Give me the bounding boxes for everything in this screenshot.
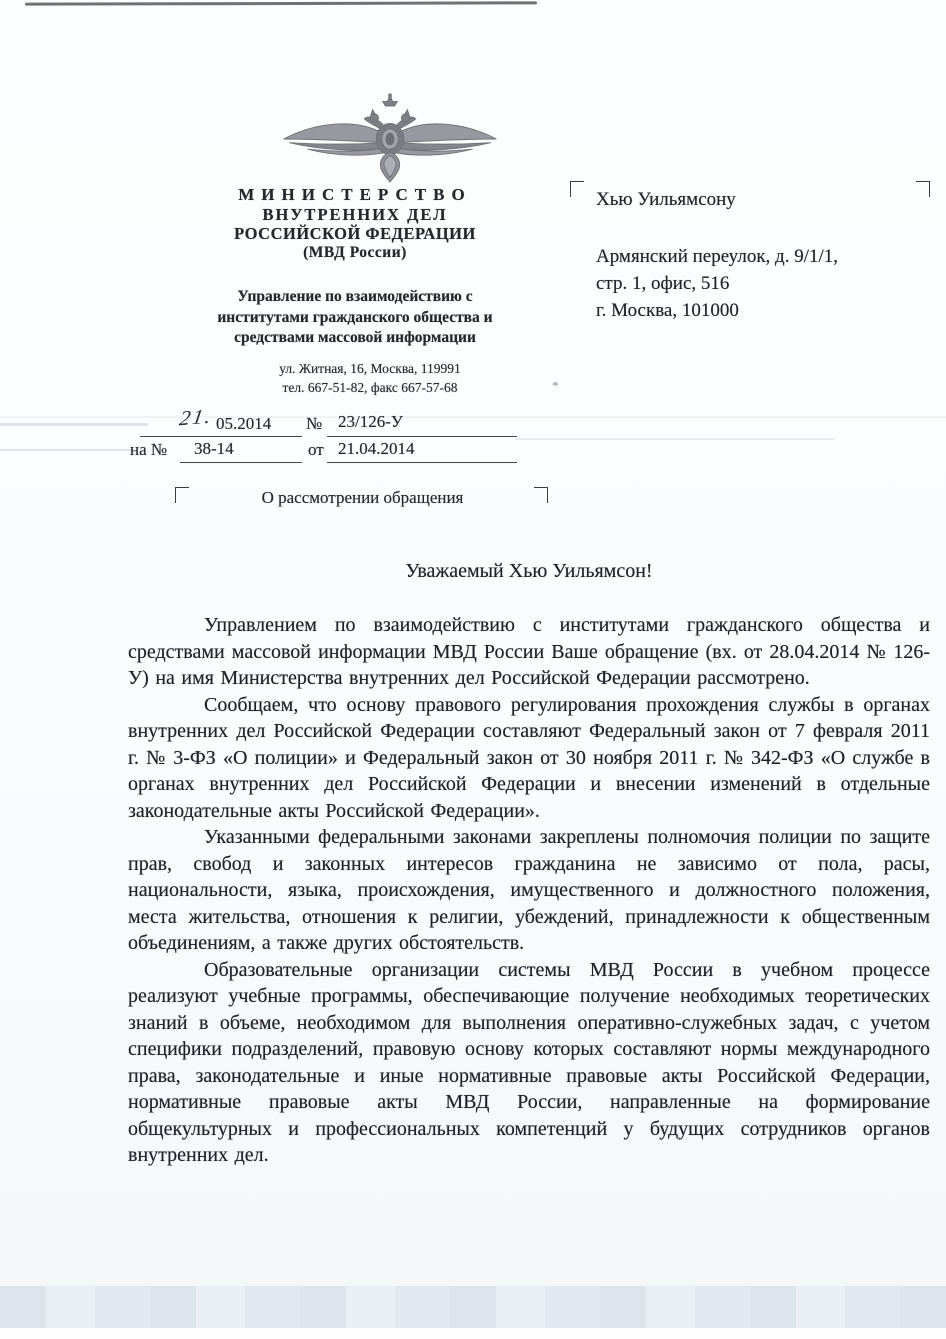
reply-to-number: 38-14 — [194, 439, 234, 458]
body-paragraph: Управлением по взаимодействию с институтами гражданского общества и средствами массовой информации МВД России Ваше обращение (вх. от 28.04.2014 № 126-У) на имя Министерства внутренних дел Российской Федерации рассмотрено. — [128, 614, 930, 689]
division-name-block — [140, 287, 570, 349]
recipient-address-line: Армянский переулок, д. 9/1/1, — [596, 246, 839, 267]
scan-streak-artifact — [0, 449, 132, 451]
scan-bottom-band-artifact — [0, 1286, 946, 1328]
division-line: средствами массовой информации — [234, 329, 476, 346]
scan-bottom-edge — [0, 1328, 946, 1339]
division-line: институтами гражданского общества и — [217, 308, 493, 326]
outgoing-number-value: 23/126-У — [338, 412, 403, 431]
scan-streak-artifact — [515, 438, 835, 440]
recipient-name: Хью Уильямсону — [596, 189, 736, 210]
body-paragraph: Образовательные организации системы МВД России в учебном процессе реализуют учебные программы, обеспечивающие получение необходимых теоретических знаний в объеме, необходимом для выполнения оперативно-служебных задач, с учетом специфики подразделений, правовую основу которых составляют нормы международного права, законодательные и иные нормативные правовые акты Российской Федерации, нормативные правовые акты МВД России, направленные на формирование общекультурных и профессиональных компетенций у будущих сотрудников органов внутренних дел. — [128, 958, 930, 1166]
recipient-address-line: стр. 1, офис, 516 — [596, 273, 730, 294]
scan-streak-artifact — [0, 423, 148, 426]
ministry-short-name: (МВД России) — [303, 244, 407, 261]
org-street-address: ул. Житная, 16, Москва, 119991 — [279, 361, 461, 376]
body-paragraph: Сообщаем, что основу правового регулирования прохождения службы в органах внутренних дел Российской Федерации составляют Федеральный закон от 7 февраля 2011 г. № 3-ФЗ «О полиции» и Федеральный закон от 30 ноября 2011 г. № 342-ФЗ «О службе в органах внутренних дел Российской Федерации и внесении изменений в отдельные законодательные акты Российской Федерации». — [128, 693, 930, 822]
division-line: Управление по взаимодействию с — [237, 288, 473, 305]
reply-date-value: 21.04.2014 — [338, 439, 415, 458]
subject-line: О рассмотрении обращения — [261, 488, 464, 507]
ministry-line: РОССИЙСКОЙ ФЕДЕРАЦИИ — [234, 224, 476, 243]
reply-date-label: от — [308, 440, 324, 459]
body-paragraph: Указанными федеральными законами закреплены полномочия полиции по защите прав, свобод и законных интересов гражданина не зависимо от пола, расы, национальности, языка, происхождения, имущественного и должностного положения, места жительства, отношения к религии, убеждений, принадлежности к общественным объединениям, а также других обстоятельств. — [128, 826, 930, 954]
outgoing-date-day-handwritten: 21. — [177, 403, 215, 431]
outgoing-number-label: № — [306, 414, 323, 433]
reply-to-label: на № — [130, 440, 168, 459]
salutation: Уважаемый Хью Уильямсон! — [405, 560, 653, 582]
ministry-name-block — [140, 185, 570, 263]
corner-mark-right — [916, 181, 930, 197]
corner-mark-left — [570, 181, 584, 197]
scan-speck-artifact: * — [552, 378, 559, 393]
scan-edge-artifact — [25, 1, 537, 5]
recipient-block — [596, 186, 916, 324]
recipient-address-line: г. Москва, 101000 — [596, 300, 739, 321]
ministry-line: ВНУТРЕННИХ ДЕЛ — [262, 205, 448, 224]
mvd-eagle-emblem-icon — [280, 93, 500, 185]
ministry-line: МИНИСТЕРСТВО — [238, 185, 472, 204]
org-phone-fax: тел. 667-51-82, факс 667-57-68 — [282, 380, 458, 395]
org-contact-block — [170, 359, 570, 397]
letter-body — [128, 612, 930, 1169]
outgoing-date: 05.2014 — [216, 414, 272, 433]
